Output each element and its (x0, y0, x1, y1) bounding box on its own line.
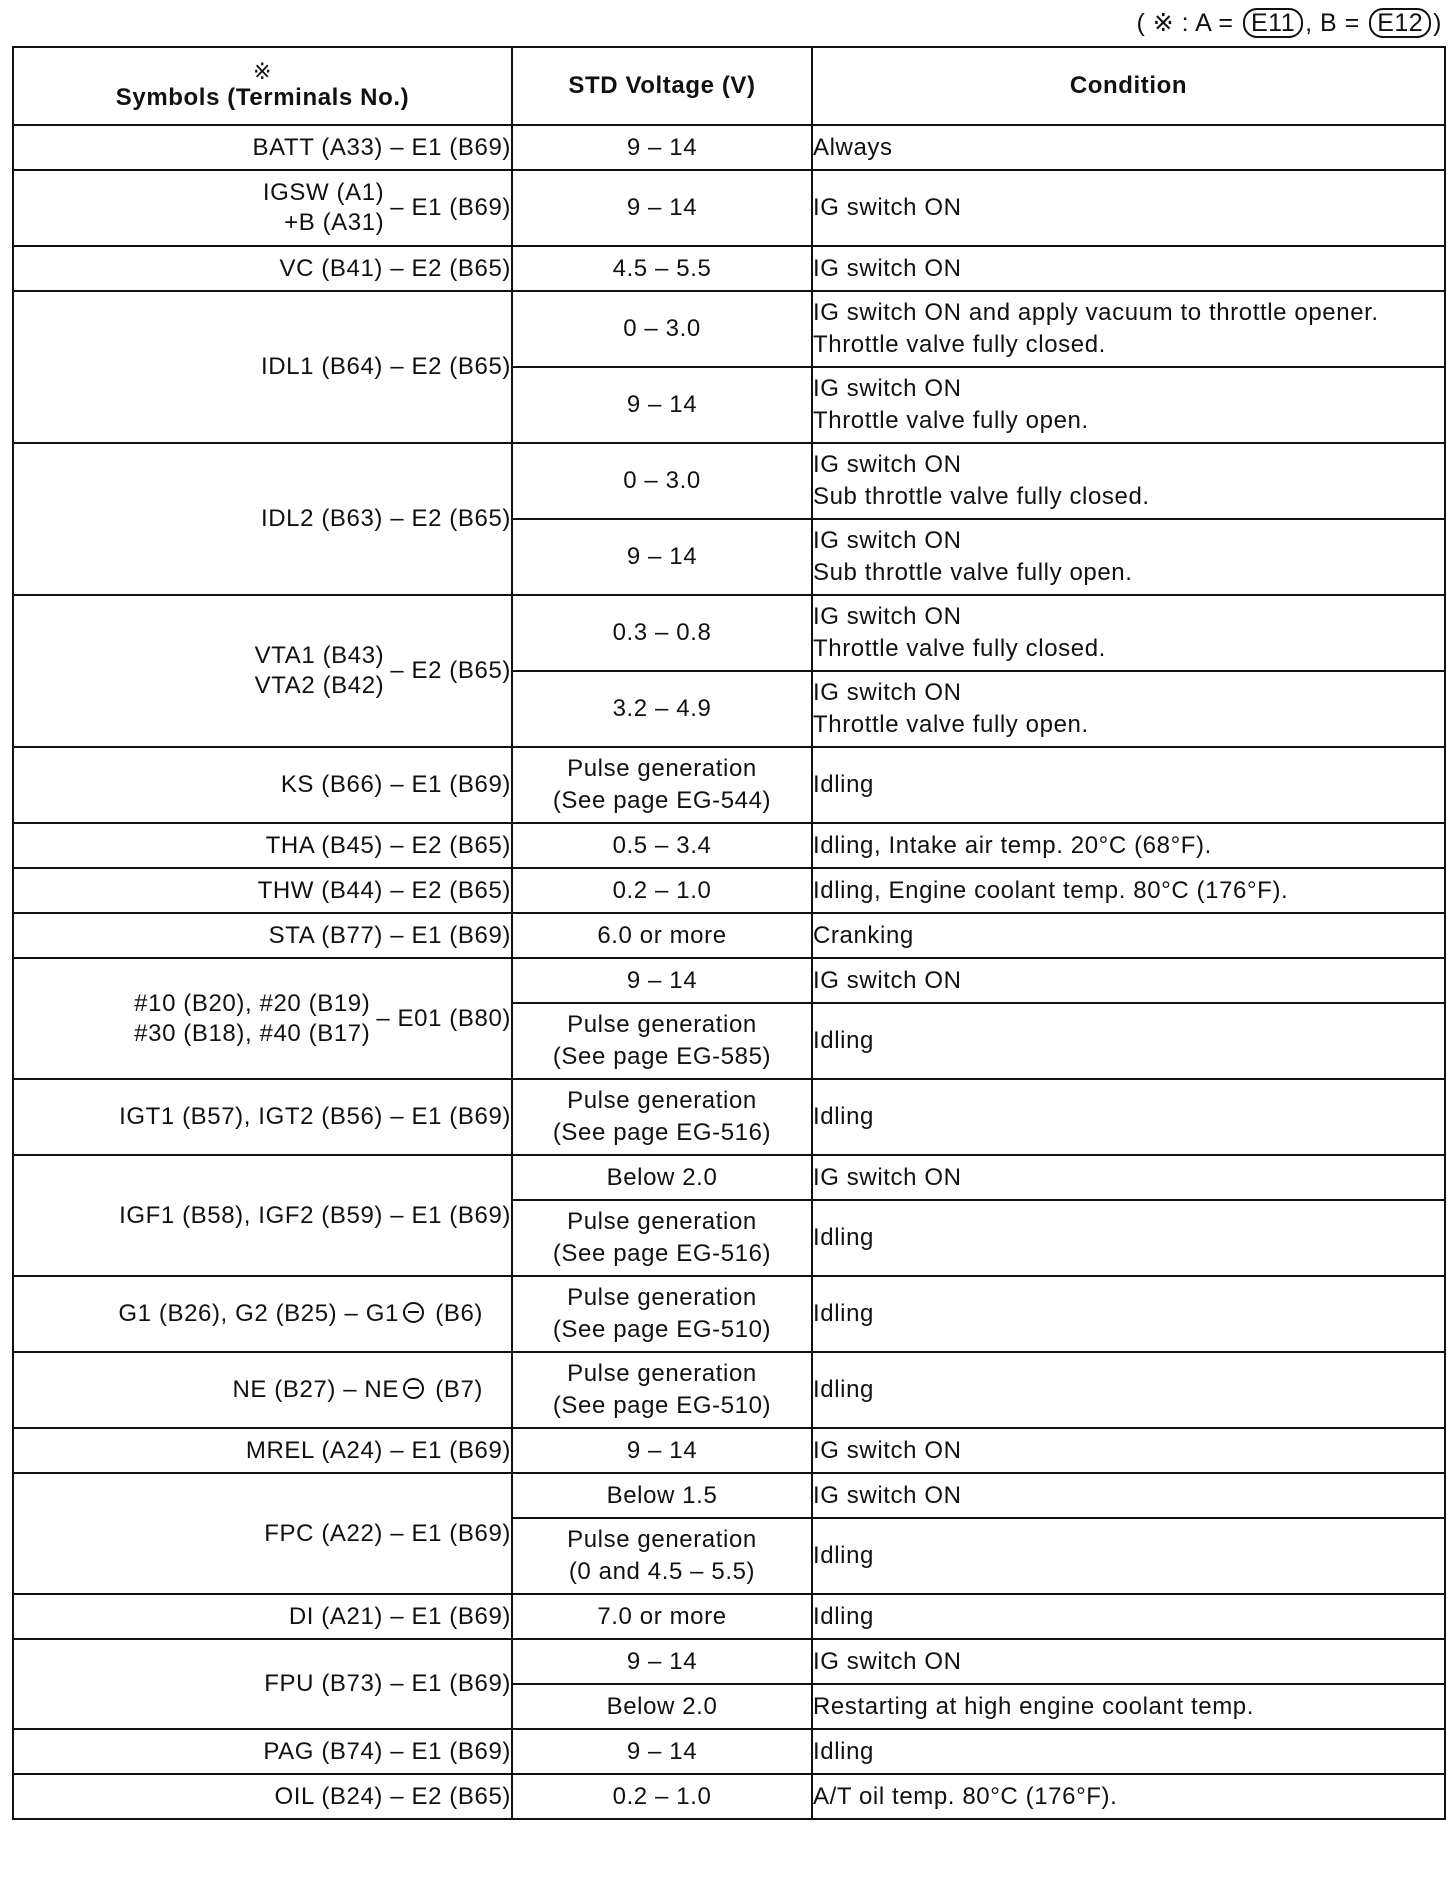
condition-line: IG switch ON (813, 375, 962, 402)
voltage-line: (0 and 4.5 – 5.5) (568, 1558, 756, 1585)
condition-cell: IG switch ON (812, 170, 1445, 246)
terminal-line: VTA2 (B42) (254, 672, 385, 699)
condition-line: IG switch ON (813, 451, 962, 478)
voltage-cell (512, 1003, 812, 1079)
terminal-line: #30 (B18), #40 (B17) (134, 1019, 371, 1047)
voltage-cell: 0 – 3.0 (512, 443, 812, 519)
condition-cell: Always (812, 125, 1445, 170)
voltage-line: Pulse generation (567, 1011, 757, 1038)
voltage-line: Pulse generation (567, 1526, 757, 1553)
terminal-line: IGSW (A1) (262, 179, 385, 206)
terminal-cell: STA (B77) – E1 (B69) (13, 913, 512, 958)
table-row (13, 823, 1445, 868)
voltage-cell (512, 1276, 812, 1352)
condition-line: Sub throttle valve fully open. (813, 559, 1133, 586)
voltage-cell: 3.2 – 4.9 (512, 671, 812, 747)
terminal-cell: KS (B66) – E1 (B69) (13, 747, 512, 823)
table-row (13, 595, 1445, 671)
condition-cell: IG switch ON (812, 1639, 1445, 1684)
voltage-line: (See page EG-510) (552, 1392, 772, 1419)
negative-circle-icon (403, 1302, 424, 1323)
condition-cell: Idling (812, 1594, 1445, 1639)
voltage-line: (See page EG-544) (552, 787, 772, 814)
legend-close: ) (1433, 9, 1442, 37)
voltage-cell: 9 – 14 (512, 125, 812, 170)
table-row (13, 913, 1445, 958)
condition-cell: IG switch ON (812, 1155, 1445, 1200)
terminal-line: #10 (B20), #20 (B19) (134, 989, 371, 1017)
table-row (13, 443, 1445, 519)
terminal-cell: VC (B41) – E2 (B65) (13, 246, 512, 291)
terminal-cell (13, 958, 512, 1079)
voltage-cell: 0.3 – 0.8 (512, 595, 812, 671)
table-row (13, 1729, 1445, 1774)
terminal-head: NE (B27) – NE (232, 1376, 399, 1403)
condition-line: Throttle valve fully closed. (813, 331, 1106, 358)
table-row (13, 1639, 1445, 1684)
condition-cell (812, 519, 1445, 595)
voltage-line: Pulse generation (567, 1208, 757, 1235)
table-row (13, 170, 1445, 246)
header-voltage: STD Voltage (V) (512, 47, 812, 125)
voltage-cell: 0.2 – 1.0 (512, 1774, 812, 1819)
terminal-head: G1 (B26), G2 (B25) – G1 (118, 1300, 399, 1327)
terminal-cell: OIL (B24) – E2 (B65) (13, 1774, 512, 1819)
terminal-end: (B6) (435, 1300, 483, 1327)
condition-cell (812, 671, 1445, 747)
voltage-cell (512, 1518, 812, 1594)
table-row (13, 1473, 1445, 1518)
legend-mid: , B = (1305, 9, 1360, 37)
condition-cell: Idling (812, 1276, 1445, 1352)
header-symbols (13, 47, 512, 125)
terminal-end: (B7) (435, 1376, 483, 1403)
condition-cell: Idling (812, 1518, 1445, 1594)
reference-mark: ※ (252, 59, 273, 84)
header-condition: Condition (812, 47, 1445, 125)
voltage-line: Pulse generation (567, 1087, 757, 1114)
condition-cell: IG switch ON (812, 246, 1445, 291)
voltage-cell: 9 – 14 (512, 367, 812, 443)
terminal-voltage-table (12, 46, 1446, 1820)
voltage-cell: 7.0 or more (512, 1594, 812, 1639)
voltage-cell (512, 1200, 812, 1276)
table-row (13, 1352, 1445, 1428)
condition-cell: IG switch ON (812, 1473, 1445, 1518)
terminal-cell: IGF1 (B58), IGF2 (B59) – E1 (B69) (13, 1155, 512, 1276)
table-row (13, 291, 1445, 367)
condition-cell: IG switch ON (812, 1428, 1445, 1473)
table-row (13, 747, 1445, 823)
terminal-ground: – E01 (B80) (376, 1004, 511, 1032)
table-row (13, 958, 1445, 1003)
terminal-line: +B (A31) (284, 209, 385, 236)
condition-cell: IG switch ON (812, 958, 1445, 1003)
terminal-cell: FPU (B73) – E1 (B69) (13, 1639, 512, 1729)
voltage-cell (512, 747, 812, 823)
voltage-cell: 9 – 14 (512, 1428, 812, 1473)
voltage-cell (512, 1079, 812, 1155)
voltage-cell: 4.5 – 5.5 (512, 246, 812, 291)
negative-circle-icon (403, 1378, 424, 1399)
voltage-cell: 9 – 14 (512, 1639, 812, 1684)
condition-line: Throttle valve fully closed. (813, 635, 1106, 662)
condition-cell (812, 443, 1445, 519)
condition-cell: Idling (812, 1729, 1445, 1774)
table-row (13, 246, 1445, 291)
condition-line: IG switch ON (813, 527, 962, 554)
condition-cell: Idling (812, 1200, 1445, 1276)
terminal-cell: BATT (A33) – E1 (B69) (13, 125, 512, 170)
condition-line: IG switch ON (813, 679, 962, 706)
connector-a-badge: E11 (1243, 8, 1303, 38)
voltage-line: Pulse generation (567, 1284, 757, 1311)
voltage-cell (512, 1352, 812, 1428)
condition-cell (812, 367, 1445, 443)
condition-cell: A/T oil temp. 80°C (176°F). (812, 1774, 1445, 1819)
terminal-cell: THA (B45) – E2 (B65) (13, 823, 512, 868)
connector-legend (1136, 8, 1442, 38)
condition-line: Sub throttle valve fully closed. (813, 483, 1150, 510)
condition-cell: Idling, Intake air temp. 20°C (68°F). (812, 823, 1445, 868)
condition-line: Throttle valve fully open. (813, 407, 1089, 434)
terminal-cell: IGT1 (B57), IGT2 (B56) – E1 (B69) (13, 1079, 512, 1155)
voltage-cell: 0.2 – 1.0 (512, 868, 812, 913)
table-row (13, 868, 1445, 913)
voltage-cell: 0 – 3.0 (512, 291, 812, 367)
condition-cell: Idling, Engine coolant temp. 80°C (176°F). (812, 868, 1445, 913)
terminal-cell (13, 1352, 512, 1428)
terminal-cell: PAG (B74) – E1 (B69) (13, 1729, 512, 1774)
condition-cell (812, 595, 1445, 671)
terminal-cell (13, 170, 512, 246)
table-row (13, 1774, 1445, 1819)
voltage-cell: 9 – 14 (512, 519, 812, 595)
condition-cell: Idling (812, 1003, 1445, 1079)
table-row (13, 1155, 1445, 1200)
voltage-line: (See page EG-516) (552, 1240, 772, 1267)
condition-cell: Idling (812, 1079, 1445, 1155)
condition-cell: Restarting at high engine coolant temp. (812, 1684, 1445, 1729)
condition-cell: Idling (812, 1352, 1445, 1428)
legend-open: ( ※ : A = (1136, 9, 1234, 37)
voltage-cell: 9 – 14 (512, 1729, 812, 1774)
terminal-line: VTA1 (B43) (254, 642, 385, 669)
voltage-line: (See page EG-516) (552, 1119, 772, 1146)
terminal-cell: FPC (A22) – E1 (B69) (13, 1473, 512, 1594)
terminal-cell (13, 595, 512, 747)
condition-cell (812, 291, 1445, 367)
table-row (13, 1594, 1445, 1639)
voltage-cell: 6.0 or more (512, 913, 812, 958)
voltage-line: Pulse generation (567, 755, 757, 782)
voltage-cell: Below 2.0 (512, 1155, 812, 1200)
table-row (13, 1276, 1445, 1352)
voltage-cell: Below 1.5 (512, 1473, 812, 1518)
voltage-line: (See page EG-585) (552, 1043, 772, 1070)
voltage-line: (See page EG-510) (552, 1316, 772, 1343)
table-row (13, 125, 1445, 170)
terminal-ground: – E2 (B65) (390, 657, 511, 684)
table-header-row (13, 47, 1445, 125)
terminal-cell: THW (B44) – E2 (B65) (13, 868, 512, 913)
terminal-cell: IDL1 (B64) – E2 (B65) (13, 291, 512, 443)
condition-cell: Idling (812, 747, 1445, 823)
voltage-cell: 9 – 14 (512, 170, 812, 246)
connector-b-badge: E12 (1369, 8, 1431, 38)
terminal-cell: IDL2 (B63) – E2 (B65) (13, 443, 512, 595)
voltage-cell: 0.5 – 3.4 (512, 823, 812, 868)
terminal-cell: MREL (A24) – E1 (B69) (13, 1428, 512, 1473)
voltage-cell: Below 2.0 (512, 1684, 812, 1729)
voltage-cell: 9 – 14 (512, 958, 812, 1003)
voltage-line: Pulse generation (567, 1360, 757, 1387)
condition-line: Throttle valve fully open. (813, 711, 1089, 738)
table-row (13, 1428, 1445, 1473)
terminal-cell: DI (A21) – E1 (B69) (13, 1594, 512, 1639)
terminal-cell (13, 1276, 512, 1352)
condition-cell: Cranking (812, 913, 1445, 958)
header-symbols-label: Symbols (Terminals No.) (115, 84, 410, 111)
terminal-ground: – E1 (B69) (390, 194, 511, 221)
condition-line: IG switch ON and apply vacuum to throttle opener. (813, 299, 1379, 326)
condition-line: IG switch ON (813, 603, 962, 630)
table-row (13, 1079, 1445, 1155)
